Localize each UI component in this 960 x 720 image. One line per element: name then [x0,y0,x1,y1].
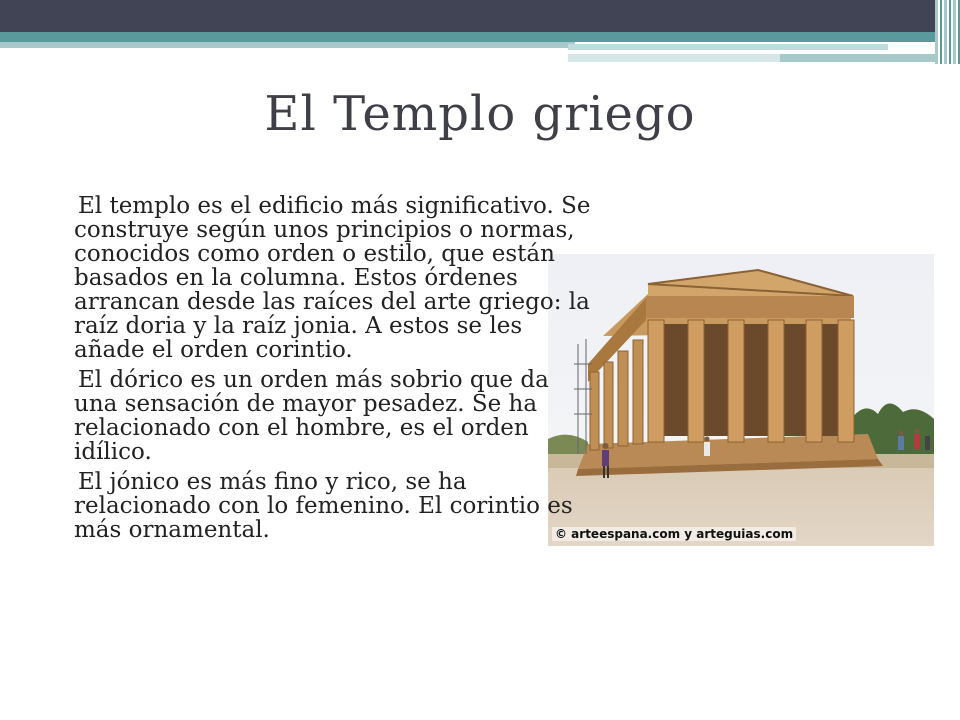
paragraph: El dórico es un orden más sobrio que da una sensación de mayor pesadez. Se ha relacionado con el hombre, es el orden idílico. [74,367,549,465]
paragraph: El jónico es más fino y rico, se ha relacionado con lo femenino. El corintio es más ornamental. [74,469,573,543]
header-stripe [780,54,935,62]
slide-body [74,194,594,544]
photo-caption: © arteespana.com y arteguias.com [552,527,796,541]
header-vertical-stripes [935,0,960,64]
header-stripe [568,54,780,62]
header-bar [0,0,960,32]
temple-photo [548,254,934,546]
paragraph: El templo es el edificio más significativo. Se construye según unos principios o normas, conocidos como orden o estilo, que están basados en la columna. Estos órdenes arrancan desde las raíces del arte griego: la raíz doria y la raíz jonia. A estos se les añade el orden corintio. [74,193,591,363]
slide-title: El Templo griego [264,86,696,142]
header-stripe [0,42,575,48]
header-stripe [568,44,888,50]
header-stripe [0,32,935,42]
